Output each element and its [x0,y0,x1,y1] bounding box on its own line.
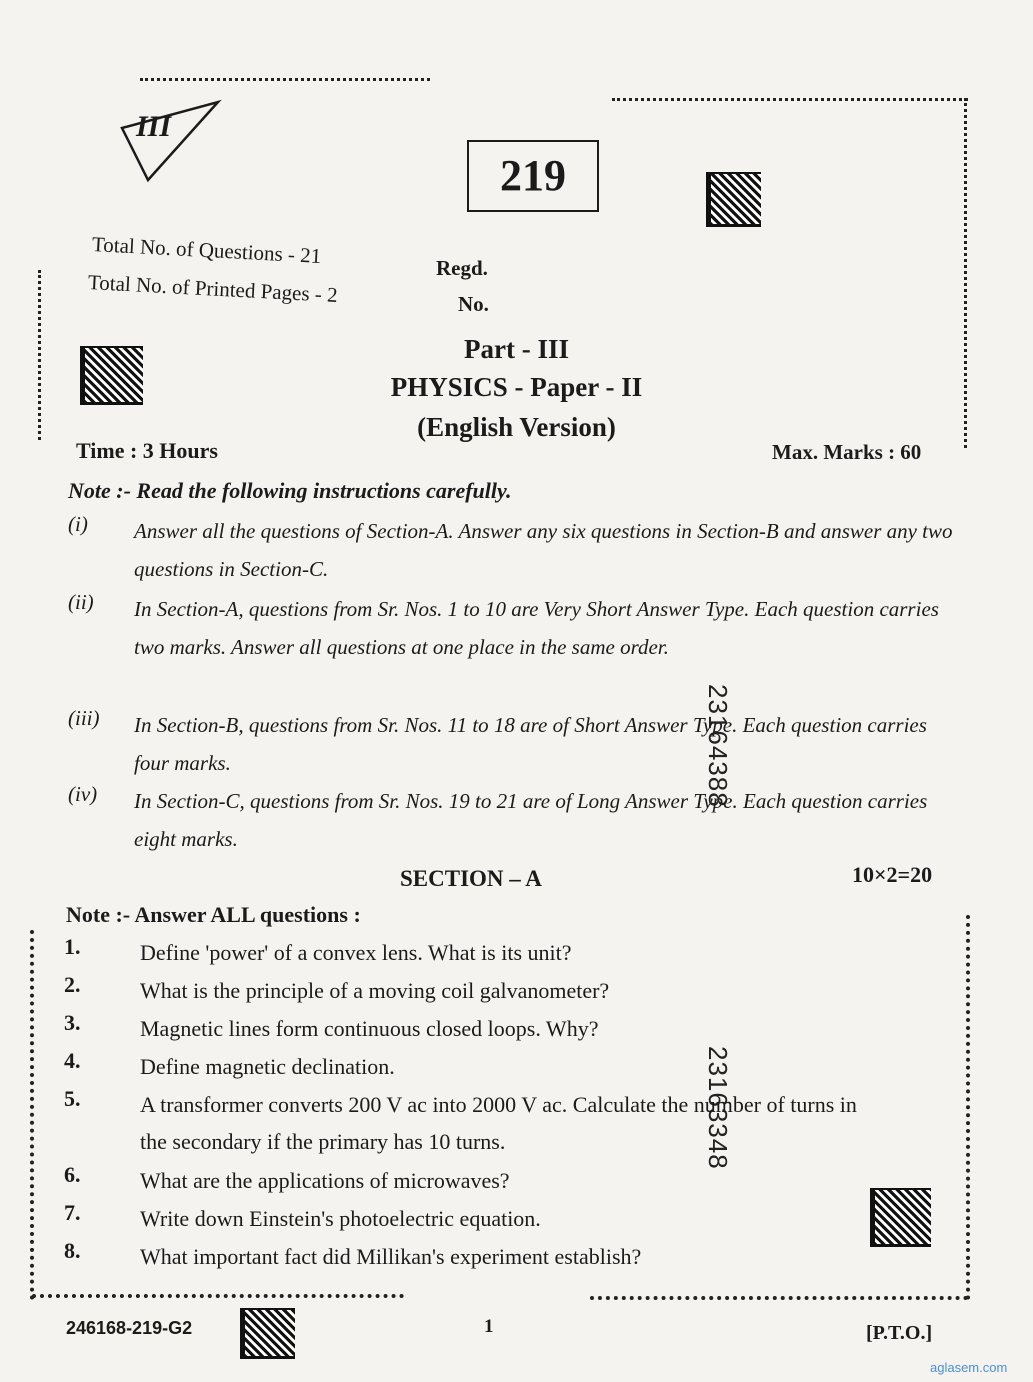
dotted-border-top-right [612,98,968,101]
qr-code-icon [870,1188,931,1247]
watermark: aglasem.com [930,1360,1008,1375]
section-a-note: Note :- Answer ALL questions : [66,902,361,927]
note-title: Note :- Read the following instructions carefully. [68,478,512,503]
max-marks: Max. Marks : 60 [772,440,922,464]
paper-code-box [467,140,599,212]
dotted-border-bottom-left [32,1294,404,1298]
section-a-marks: 10×2=20 [852,862,933,887]
dotted-border-top-left [140,78,430,81]
page-number: 1 [484,1316,494,1337]
paper-code: 219 [500,151,566,200]
dotted-border-right-bottom [966,915,970,1300]
version-title: (English Version) [417,412,616,442]
total-questions: Total No. of Questions - 21 [91,232,322,268]
serial-stamp: 23163348 [703,1046,733,1170]
qr-code-icon [240,1308,295,1359]
total-printed-pages: Total No. of Printed Pages - 2 [87,270,339,308]
part-title: Part - III [464,334,569,364]
set-mark-triangle-icon [118,96,228,186]
pto-label: [P.T.O.] [866,1322,933,1344]
time-duration: Time : 3 Hours [76,438,218,463]
dotted-border-left-bottom [30,930,34,1300]
qr-code-icon [706,172,761,227]
footer-code: 246168-219-G2 [66,1318,193,1338]
dotted-border-bottom-right [590,1296,968,1300]
subject-title: PHYSICS - Paper - II [390,372,643,402]
set-mark [118,96,228,186]
regd-no-label: No. [458,292,489,316]
section-a-title: SECTION – A [400,866,542,891]
serial-stamp: 23164388 [703,684,733,808]
regd-label: Regd. [436,256,488,280]
set-mark-label: III [136,110,172,143]
